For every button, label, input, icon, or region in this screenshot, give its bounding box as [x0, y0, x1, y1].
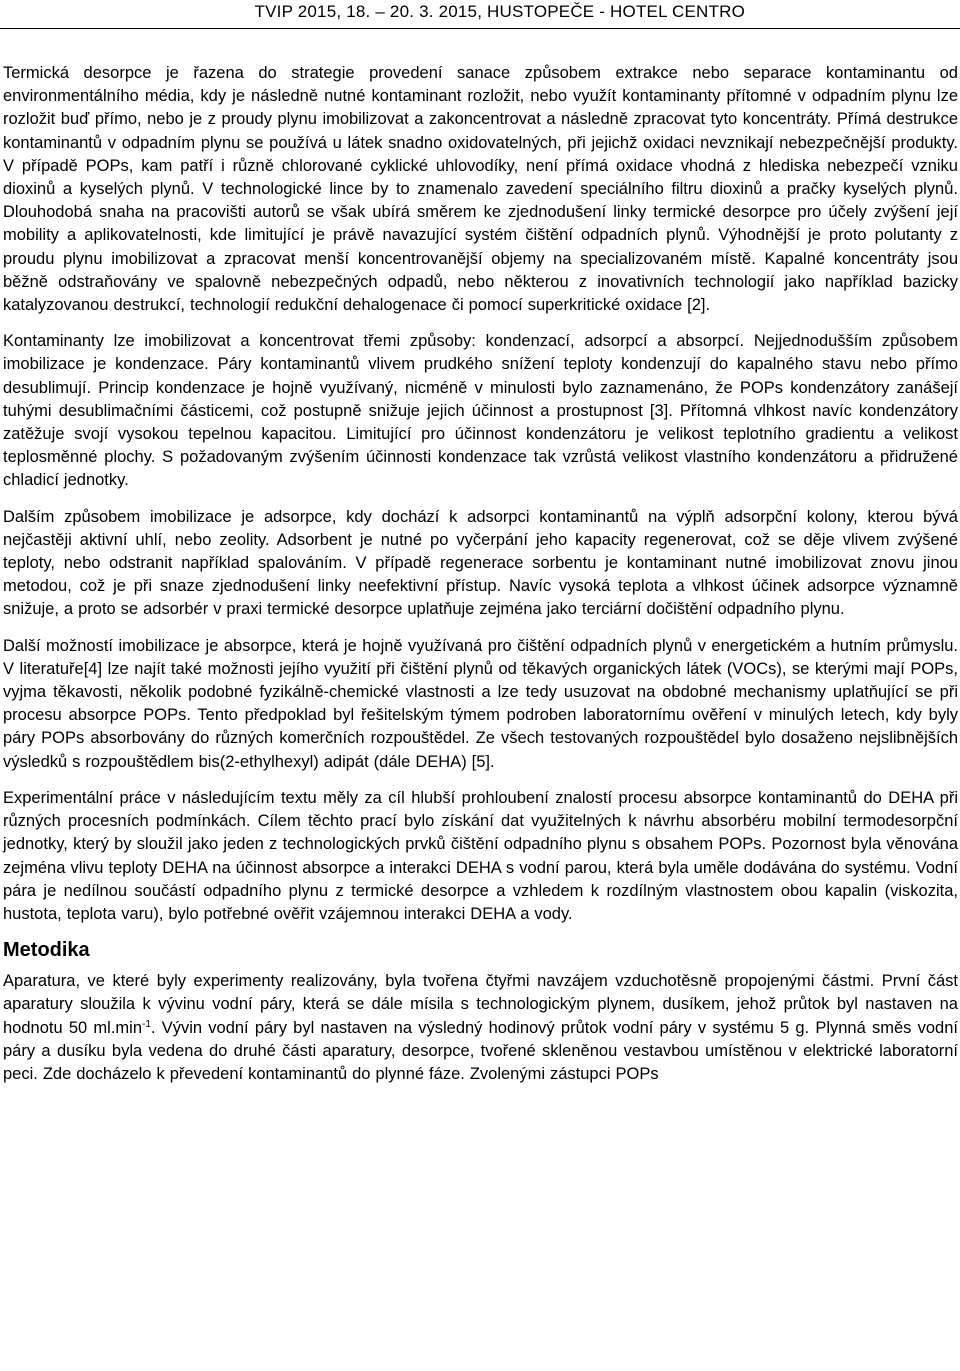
unit-superscript: -1 — [142, 1018, 151, 1030]
paragraph-apparatus — [3, 970, 958, 1086]
apparatus-text-part-1: Aparatura, ve které byly experimenty realizovány, byla tvořena čtyřmi navzájem vzduchotěsně propojenými částmi. První část aparatury sloužila k vývinu vodní páry, která se dále mísila s technologickým plynem, dusíkem, jehož průtok byl nastaven na hodnotu 50 ml.min — [3, 972, 958, 1037]
paragraph-condensation: Kontaminanty lze imobilizovat a koncentrovat třemi způsoby: kondenzací, adsorpcí a absorpcí. Nejjednodušším způsobem imobilizace je kondenzace. Páry kontaminantů vlivem prudkého snížení teploty kondenzují do kapalného stavu nebo přímo desublimují. Princip kondenzace je hojně využívaný, nicméně v minulosti bylo zaznamenáno, že POPs kondenzátory zanášejí tuhými desublimačními částicemi, což postupně snižuje jejich účinnost a prostupnost [3]. Přítomná vlhkost navíc kondenzátory zatěžuje svojí vysokou tepelnou kapacitou. Limitující pro účinnost kondenzátoru je velikost teplotního gradientu a velikost teplosměnné plochy. S požadovaným zvýšením účinnosti kondenzace tak vzrůstá velikost vlastního kondenzátoru a přidružené chladicí jednotky. — [3, 332, 958, 490]
paragraph-absorption: Další možností imobilizace je absorpce, která je hojně využívaná pro čištění odpadních plynů v energetickém a hutním průmyslu. V literatuře[4] lze najít také možnosti jejího využití při čištění plynů od těkavých organických látek (VOCs), se kterými mají POPs, vyjma těkavosti, několik podobné fyzikálně-chemické vlastnosti a lze tedy usuzovat na obdobné mechanismy uplatňující se při procesu absorpce POPs. Tento předpoklad byl řešitelským týmem podroben laboratornímu ověření v minulých letech, kdy byly páry POPs absorbovány do různých komerčních rozpouštědel. Ze všech testovaných rozpouštědel bylo dosaženo nejslibnějších výsledků s rozpouštědlem bis(2-ethylhexyl) adipát (dále DEHA) [5]. — [3, 636, 958, 771]
paragraph-adsorption: Dalším způsobem imobilizace je adsorpce, kdy dochází k adsorpci kontaminantů na výplň adsorpční kolony, kterou bývá nejčastěji aktivní uhlí, nebo zeolity. Adsorbent je nutné po vyčerpání jeho kapacity regenerovat, což se děje vlivem zvýšené teploty, nebo odstranit například spalováním. V případě regenerace sorbentu je kontaminant nutné imobilizovat znovu jinou metodou, což je při snaze zjednodušení linky neefektivní přístup. Navíc vysoká teplota a vlhkost účinek adsorpce významně snižuje, a proto se adsorbér v praxi termické desorpce uplatňuje zejména jako terciární dočištění odpadního plynu. — [3, 507, 958, 619]
running-header — [0, 0, 960, 26]
section-heading-methods: Metodika — [3, 939, 90, 962]
apparatus-text-part-2: . Vývin vodní páry byl nastaven na výsledný hodinový průtok vodní páry v systému 5 g. Plynná směs vodní páry a dusíku byla vedena do druhé části aparatury, desorpce, tvořené skleněnou vestavbou umístěnou v elektrické laboratorní peci. Zde docházelo k převedení kontaminantů do plynné fáze. Zvolenými zástupci POPs — [3, 1018, 958, 1083]
running-header-title: TVIP 2015, 18. – 20. 3. 2015, HUSTOPEČE - HOTEL CENTRO — [254, 2, 745, 21]
paragraph-experimental-aims: Experimentální práce v následujícím textu měly za cíl hlubší prohloubení znalostí procesu absorpce kontaminantů do DEHA při různých procesních podmínkách. Cílem těchto prací bylo získání dat využitelných k návrhu absorbéru mobilní termodesorpční jednotky, který by sloužil jako jeden z technologických prvků čištění odpadního plynu s obsahem POPs. Pozornost byla věnována zejména vlivu teploty DEHA na účinnost absorpce a interakci DEHA s vodní parou, která byla uměle dodávána do systému. Vodní pára je nedílnou součástí odpadního plynu z termické desorpce a vzhledem k rozdílným vlastnostem obou kapalin (viskozita, hustota, teplota varu), bylo potřebné ověřit vzájemnou interakci DEHA a vody. — [3, 788, 958, 923]
header-divider — [0, 28, 960, 29]
document-body — [3, 62, 958, 1099]
paragraph-thermal-desorption: Termická desorpce je řazena do strategie provedení sanace způsobem extrakce nebo separace kontaminantu od environmentálního média, kdy je následně nutné kontaminant rozložit, nebo využít kontaminanty přítomné v odpadním plynu lze rozložit buď přímo, nebo je z proudy plynu imobilizovat a zakoncentrovat a následně zpracovat tyto koncentráty. Přímá destrukce kontaminantů v odpadním plynu se používá u látek snadno oxidovatelných, při jejichž oxidaci nevznikají nebezpečnější produkty. V případě POPs, kam patří i různě chlorované cyklické uhlovodíky, není přímá oxidace vhodná z hlediska nebezpečí vzniku dioxinů a kyselých plynů. V technologické lince by to znamenalo zavedení speciálního filtru dioxinů a pračky kyselých plynů. Dlouhodobá snaha na pracovišti autorů se však ubírá směrem ke zjednodušení linky termické desorpce pro účely zvýšení její mobility a aplikovatelnosti, kde limitující je právě navazující systém čištění odpadních plynů. Výhodnější je proto polutanty z proudu plynu imobilizovat a zpracovat menší koncentrovanější objemy na specializovaném místě. Kapalné koncentráty jsou běžně odstraňovány ve spalovně nebezpečných odpadů, nebo některou z inovativních technologií jako například bazicky katalyzovanou destrukcí, technologií redukční dehalogenace či pomocí superkritické oxidace [2]. — [3, 64, 958, 315]
